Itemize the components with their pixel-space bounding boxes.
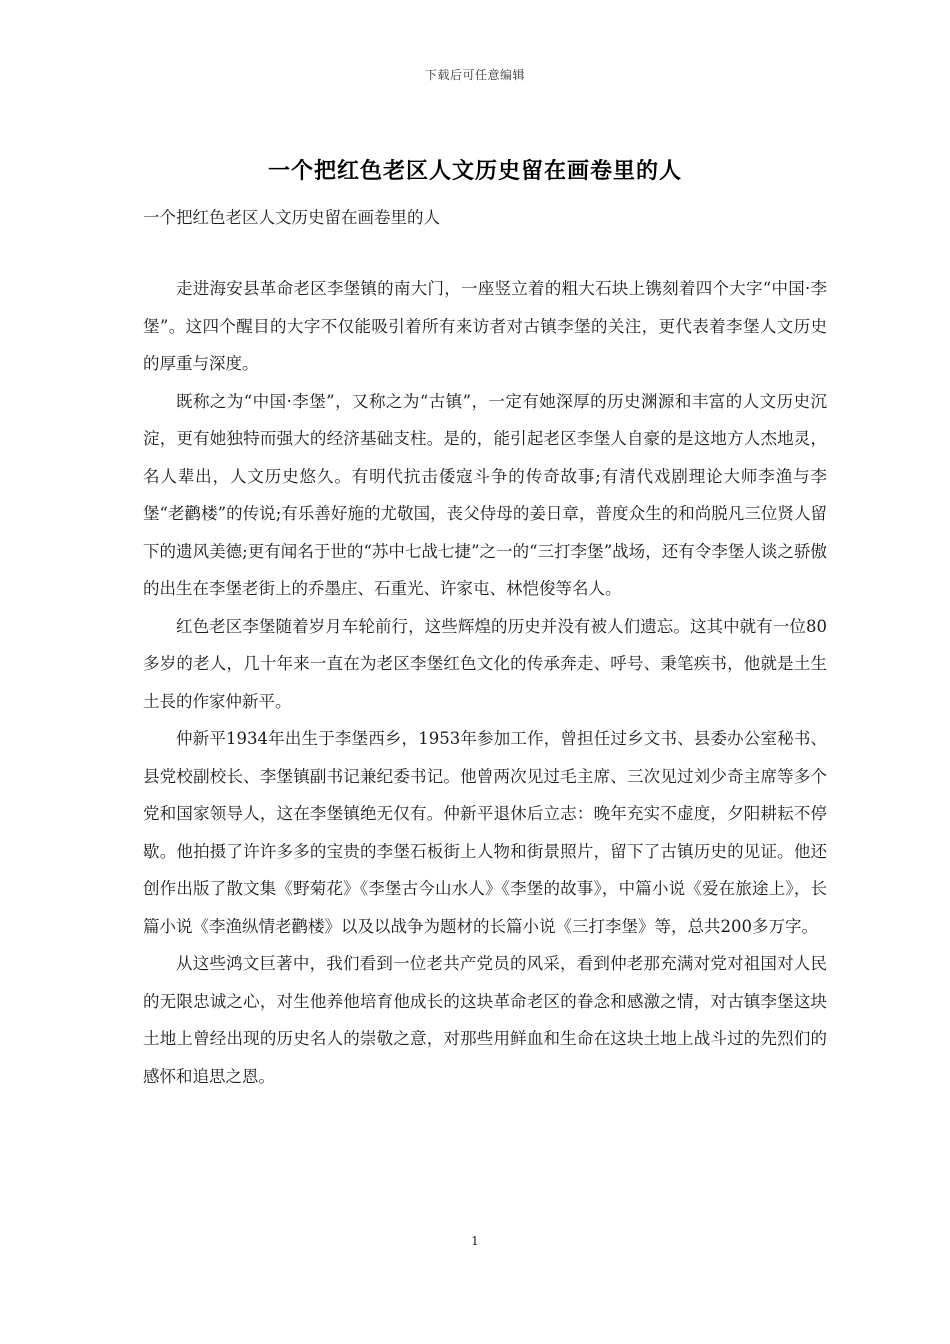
paragraph: 红色老区李堡随着岁月车轮前行，这些辉煌的历史并没有被人们遗忘。这其中就有一位80多岁的老人，几十年来一直在为老区李堡红色文化的传承奔走、呼号、秉笔疾书，他就是土生土長的作家仲新平。 — [143, 616, 827, 711]
header-note: 下载后可任意编辑 — [424, 68, 525, 82]
page-number: 1 — [471, 1234, 479, 1248]
document-body — [143, 270, 827, 1095]
document-subtitle: 一个把红色老区人文历史留在画卷里的人 — [143, 208, 440, 227]
document-title: 一个把红色老区人文历史留在画卷里的人 — [267, 158, 682, 184]
paragraph: 既称之为“中国·李堡”，又称之为“古镇”，一定有她深厚的历史渊源和丰富的人文历史沉淀，更有她独特而强大的经济基础支柱。是的，能引起老区李堡人自豪的是这地方人杰地灵，名人辈出，人文历史悠久。有明代抗击倭寇斗争的传奇故事;有清代戏剧理论大师李渔与李堡“老鹳楼”的传说;有乐善好施的尤敬国，丧父侍母的姜日章，普度众生的和尚脱凡三位贤人留下的遗风美德;更有闻名于世的“苏中七战七捷”之一的“三打李堡”战场，还有令李堡人谈之骄傲的出生在李堡老街上的乔墨庄、石重光、许家屯、林恺俊等名人。 — [143, 391, 827, 598]
paragraph: 仲新平1934年出生于李堡西乡，1953年参加工作，曾担任过乡文书、县委办公室秘书、县党校副校长、李堡镇副书记兼纪委书记。他曾两次见过毛主席、三次见过刘少奇主席等多个党和国家领导人，这在李堡镇绝无仅有。仲新平退休后立志：晚年充实不虚度，夕阳耕耘不停歇。他拍摄了许许多多的宝贵的李堡石板街上人物和街景照片，留下了古镇历史的见证。他还创作出版了散文集《野菊花》《李堡古今山水人》《李堡的故事》，中篇小说《爱在旅途上》，长篇小说《李渔纵情老鹳楼》以及以战争为题材的长篇小说《三打李堡》等，总共200多万字。 — [143, 729, 827, 936]
paragraph: 从这些鸿文巨著中，我们看到一位老共产党员的风采，看到仲老那充满对党对祖国对人民的无限忠诚之心，对生他养他培育他成长的这块革命老区的眷念和感激之情，对古镇李堡这块土地上曾经出现的历史名人的崇敬之意，对那些用鲜血和生命在这块土地上战斗过的先烈们的感怀和追思之恩。 — [143, 954, 827, 1086]
paragraph: 走进海安县革命老区李堡镇的南大门，一座竖立着的粗大石块上镌刻着四个大字“中国·李堡”。这四个醒目的大字不仅能吸引着所有来访者对古镇李堡的关注，更代表着李堡人文历史的厚重与深度。 — [143, 279, 827, 373]
